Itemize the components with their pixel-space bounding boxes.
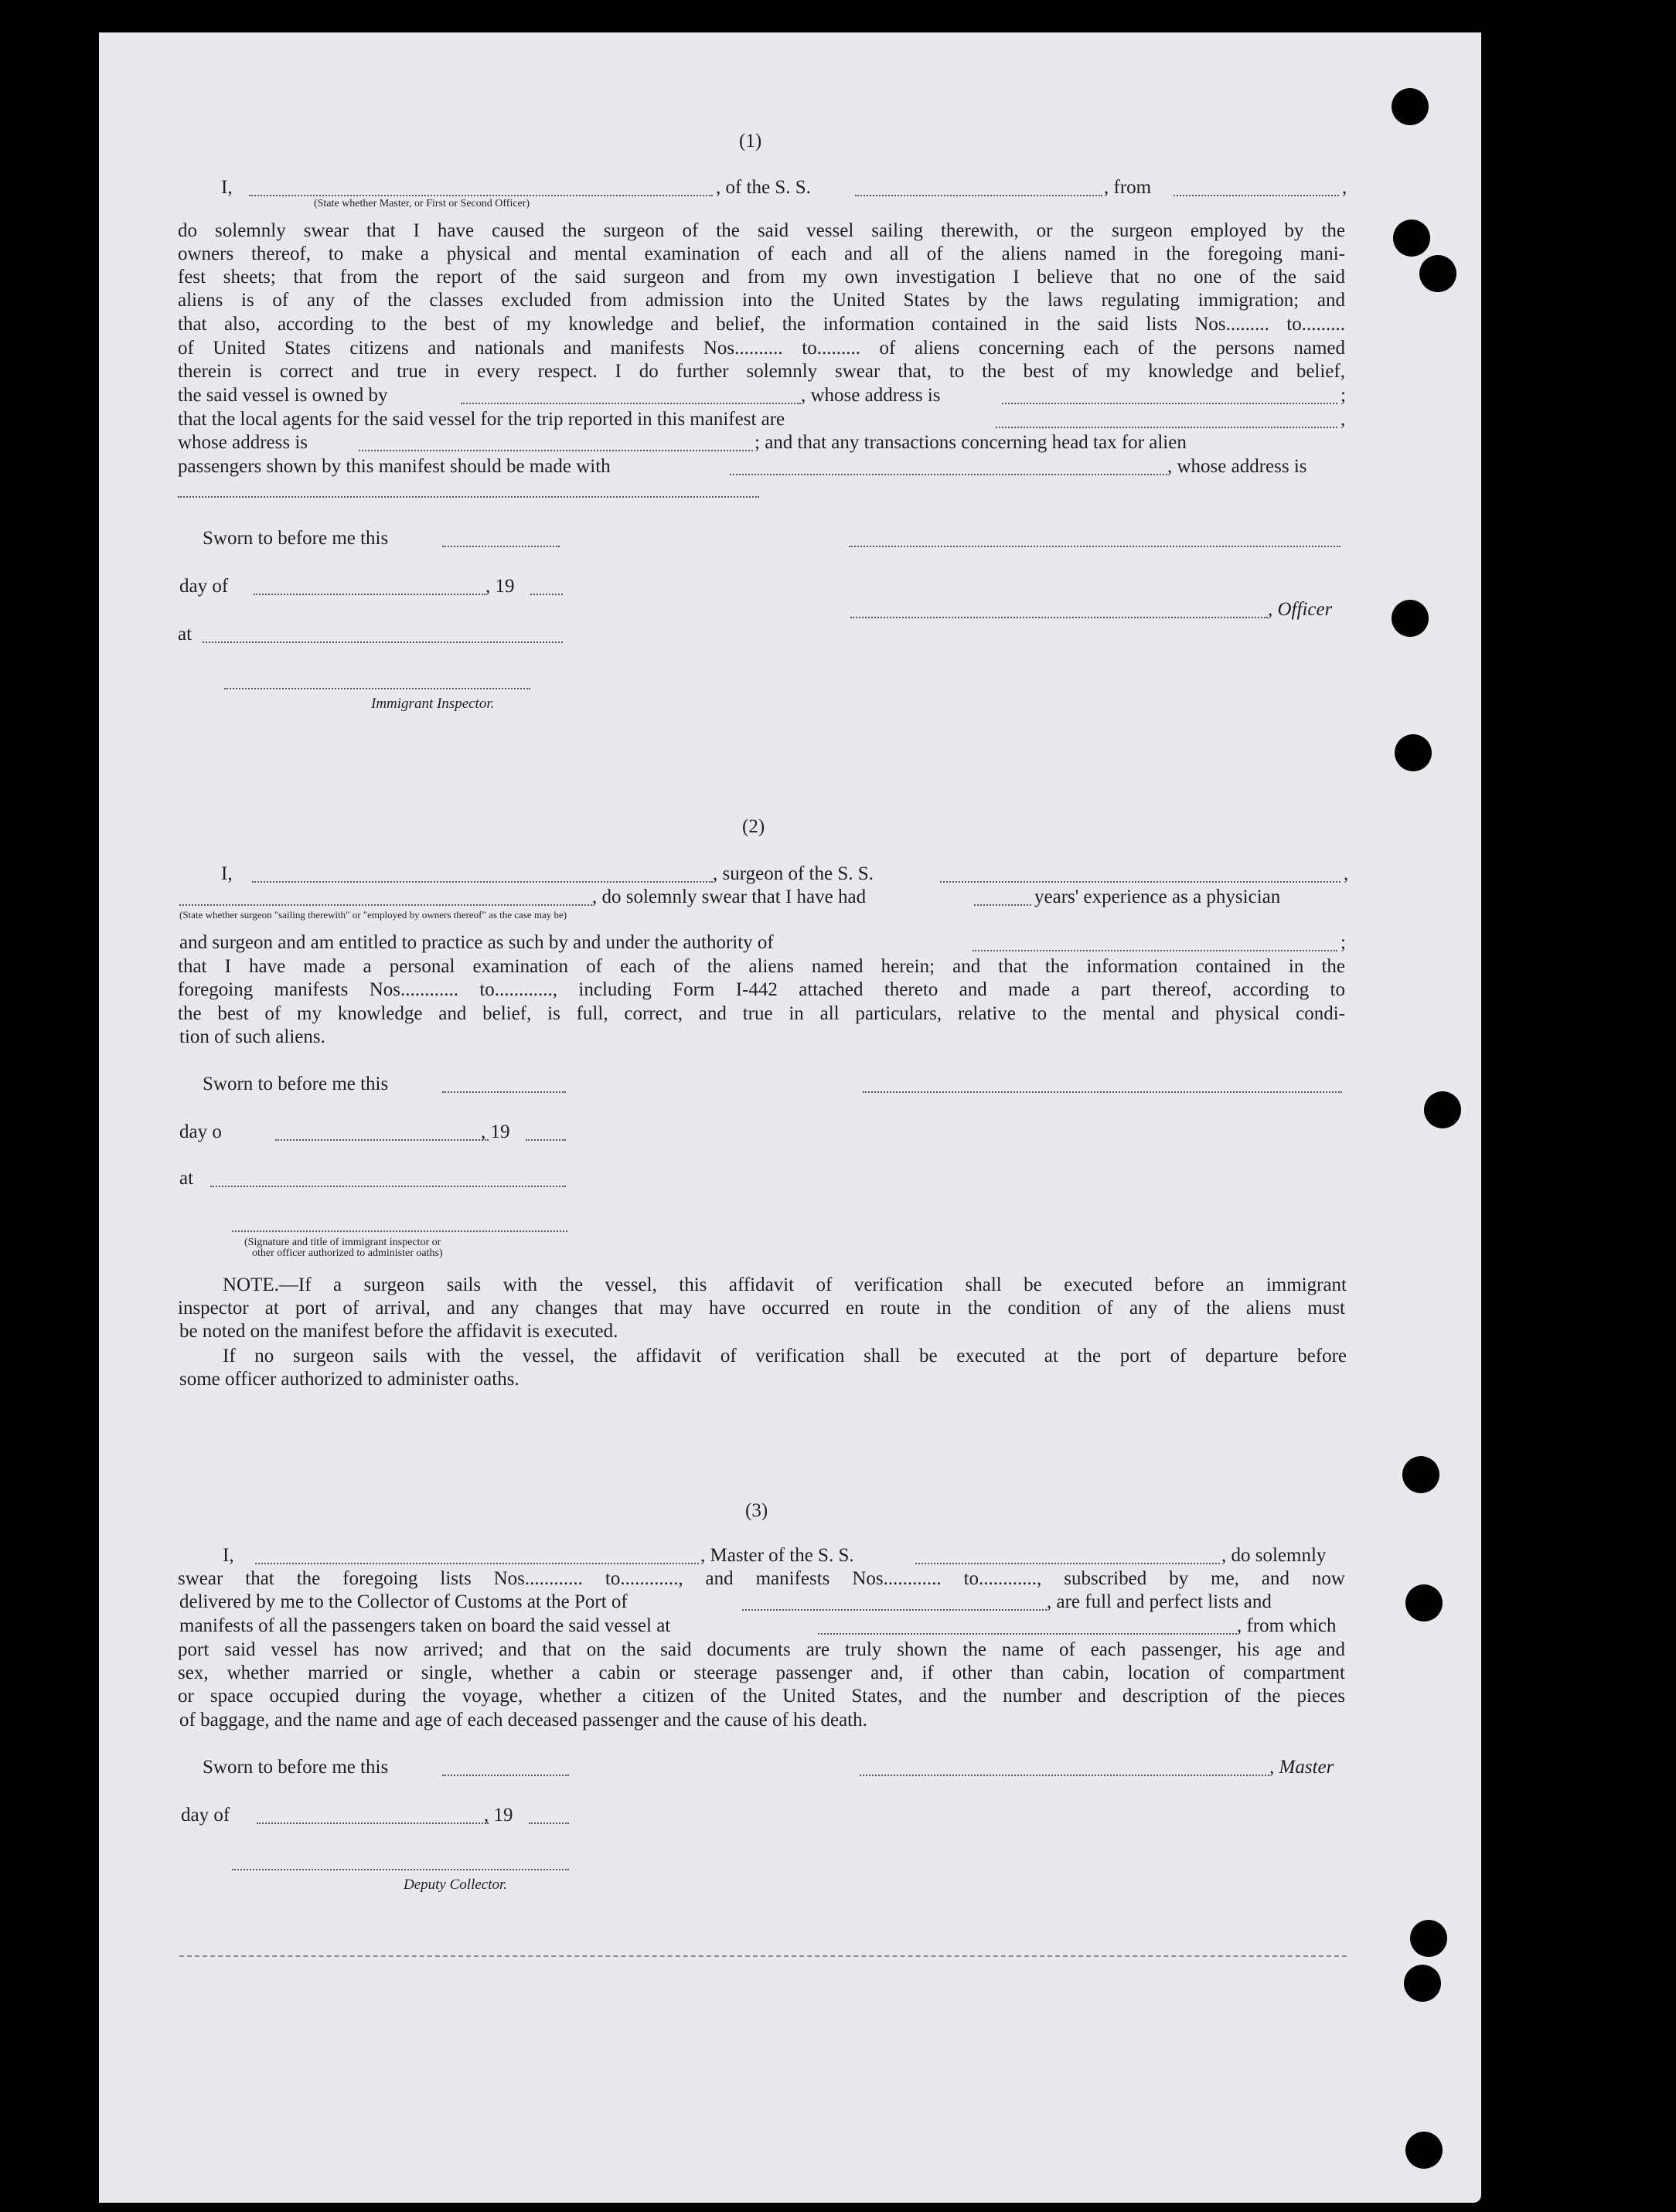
oath-text: whose address is: [178, 432, 308, 453]
section-number: (3): [745, 1500, 768, 1521]
signature-line: [850, 617, 1268, 618]
blank-line: [996, 427, 1337, 428]
oath-paragraph-line: that also, according to the best of my knowledge and belief, the information contained in the said lists Nos......... to.........: [178, 314, 1345, 335]
oath-text: that the local agents for the said vessel for the trip reported in this manifest are: [178, 409, 785, 430]
oath-text: ;: [1340, 932, 1346, 953]
oath-text: at: [179, 1168, 194, 1189]
oath-text: , do solemnly swear that I have had: [592, 887, 867, 907]
blank-line: [275, 1139, 489, 1141]
oath-paragraph-line: that I have made a personal examination of each of the aliens named herein; and that the information contained in the: [178, 956, 1345, 977]
blank-line: [461, 403, 801, 404]
field-note: (State whether surgeon "sailing therewith" or "employed by owners thereof" as the case may be): [179, 909, 567, 921]
oath-text: Sworn to before me this: [203, 1757, 389, 1778]
blank-line: [249, 195, 713, 196]
oath-text: , whose address is: [801, 385, 941, 406]
blank-line: [359, 450, 753, 451]
note-line: NOTE.—If a surgeon sails with the vessel, this affidavit of verification shall be executed before an immigrant: [223, 1274, 1347, 1295]
oath-text: ;: [1340, 385, 1346, 406]
oath-text: ,: [1342, 177, 1347, 198]
blank-line: [210, 1186, 566, 1187]
oath-text: ,: [1344, 863, 1349, 884]
oath-text: , 19: [484, 1805, 513, 1826]
blank-line: [973, 950, 1337, 951]
oath-paragraph-line: owners thereof, to make a physical and mental examination of each and all of the aliens named in the foregoing mani-: [178, 243, 1345, 264]
blank-line: [530, 594, 563, 595]
officer-label: , Officer: [1268, 599, 1333, 620]
oath-paragraph-line: do solemnly swear that I have caused the surgeon of the said vessel sailing therewith, or the surgeon employed by the: [178, 220, 1345, 241]
binder-hole: [1395, 734, 1432, 771]
oath-text: delivered by me to the Collector of Customs at the Port of: [179, 1591, 628, 1612]
blank-line: [1002, 403, 1337, 404]
signature-line: [863, 1091, 1342, 1093]
binder-hole: [1392, 600, 1429, 637]
oath-text: I,: [223, 1545, 234, 1566]
oath-text: passengers shown by this manifest should be made with: [178, 456, 611, 477]
blank-line: [818, 1633, 1237, 1635]
oath-text: Sworn to before me this: [203, 528, 389, 549]
blank-line: [254, 594, 485, 595]
oath-text: years' experience as a physician: [1034, 887, 1281, 907]
oath-paragraph-line: swear that the foregoing lists Nos............ to............, and manifests Nos............ to............, subscribed by me, and now: [178, 1568, 1345, 1589]
oath-paragraph-line: of United States citizens and nationals and manifests Nos.......... to......... of aliens concerning each of the persons named: [178, 338, 1345, 359]
oath-text: of baggage, and the name and age of each deceased passenger and the cause of his death.: [179, 1710, 867, 1730]
blank-line: [940, 881, 1340, 883]
oath-paragraph-line: fest sheets; that from the report of the said surgeon and from my own investigation I believe that no one of the said: [178, 267, 1345, 288]
field-note: other officer authorized to administer oaths): [252, 1247, 443, 1259]
bottom-rule: [179, 1955, 1347, 1957]
blank-line: [1174, 195, 1339, 196]
note-line: If no surgeon sails with the vessel, the affidavit of verification shall be executed at the port of departure before: [223, 1346, 1347, 1366]
blank-line: [442, 1091, 566, 1093]
oath-text: manifests of all the passengers taken on board the said vessel at: [179, 1615, 671, 1636]
section-number: (1): [739, 131, 762, 151]
binder-hole: [1404, 1965, 1441, 2002]
blank-line: [915, 1563, 1220, 1564]
oath-text: , whose address is: [1167, 456, 1307, 477]
oath-text: , from which: [1237, 1615, 1337, 1636]
oath-text: day of: [179, 576, 229, 597]
oath-text: , are full and perfect lists and: [1047, 1591, 1272, 1612]
blank-line: [855, 195, 1102, 196]
oath-text: , of the S. S.: [716, 177, 811, 198]
oath-text: ; and that any transactions concerning head tax for alien: [755, 432, 1187, 453]
binder-hole: [1419, 255, 1456, 292]
oath-text: Sworn to before me this: [203, 1074, 389, 1094]
oath-text: , surgeon of the S. S.: [713, 863, 874, 884]
binder-hole: [1405, 2132, 1443, 2169]
blank-line: [529, 1822, 569, 1824]
blank-line: [252, 881, 713, 883]
signature-line: [224, 688, 530, 689]
oath-paragraph-line: foregoing manifests Nos............ to............, including Form I-442 attached thereto and made a part thereof, according to: [178, 979, 1345, 1000]
oath-text: I,: [221, 177, 233, 198]
signature-line: [849, 546, 1340, 547]
oath-paragraph-line: or space occupied during the voyage, whether a citizen of the United States, and the number and description of the pieces: [178, 1686, 1345, 1707]
master-label: , Master: [1269, 1757, 1334, 1778]
binder-hole: [1402, 1456, 1439, 1493]
blank-line: [179, 904, 592, 906]
note-line: some officer authorized to administer oaths.: [179, 1369, 519, 1390]
blank-line: [442, 546, 560, 547]
oath-text: , do solemnly: [1221, 1545, 1327, 1566]
blank-line: [526, 1139, 566, 1141]
field-note: (Signature and title of immigrant inspector or: [244, 1237, 441, 1248]
oath-text: ,: [1340, 409, 1346, 430]
oath-text: , Master of the S. S.: [700, 1545, 854, 1566]
blank-line: [442, 1775, 569, 1776]
oath-paragraph-line: port said vessel has now arrived; and that on the said documents are truly shown the name of each passenger, his age and: [178, 1639, 1345, 1660]
oath-text: day o: [179, 1121, 222, 1142]
note-line: inspector at port of arrival, and any changes that may have occurred en route in the condition of any of the aliens must: [178, 1298, 1345, 1319]
binder-hole: [1393, 219, 1430, 257]
signer-title: Immigrant Inspector.: [371, 696, 495, 712]
oath-text: at: [178, 624, 192, 645]
binder-hole: [1424, 1091, 1461, 1128]
field-note: (State whether Master, or First or Second Officer): [314, 198, 530, 209]
signature-line: [860, 1775, 1269, 1776]
oath-paragraph-line: the best of my knowledge and belief, is full, correct, and true in all particulars, relative to the mental and physical condi-: [178, 1003, 1345, 1024]
blank-line: [178, 496, 759, 498]
oath-text: I,: [221, 863, 233, 884]
oath-paragraph-line: sex, whether married or single, whether a cabin or steerage passenger and, if other than cabin, location of compartment: [178, 1662, 1345, 1683]
blank-line: [257, 1822, 489, 1824]
binder-hole: [1405, 1584, 1443, 1622]
signature-line: [232, 1230, 567, 1232]
blank-line: [730, 474, 1167, 475]
note-line: be noted on the manifest before the affidavit is executed.: [179, 1321, 618, 1342]
oath-text: , from: [1104, 177, 1152, 198]
section-number: (2): [742, 816, 765, 837]
blank-line: [742, 1609, 1047, 1611]
oath-text: day of: [181, 1805, 230, 1826]
binder-hole: [1410, 1920, 1447, 1957]
oath-text: tion of such aliens.: [179, 1026, 325, 1047]
blank-line: [203, 641, 563, 643]
signature-line: [232, 1869, 569, 1870]
oath-text: and surgeon and am entitled to practice as such by and under the authority of: [179, 932, 774, 953]
blank-line: [255, 1563, 699, 1564]
oath-paragraph-line: aliens is of any of the classes excluded from admission into the United States by the laws regulating immigration; and: [178, 290, 1345, 311]
binder-hole: [1392, 88, 1429, 125]
oath-text: , 19: [481, 1121, 510, 1142]
oath-text: the said vessel is owned by: [178, 385, 388, 406]
blank-line: [974, 904, 1031, 906]
oath-text: , 19: [485, 576, 515, 597]
signer-title: Deputy Collector.: [404, 1877, 508, 1893]
oath-paragraph-line: therein is correct and true in every respect. I do further solemnly swear that, to the best of my knowledge and belief,: [178, 361, 1345, 382]
